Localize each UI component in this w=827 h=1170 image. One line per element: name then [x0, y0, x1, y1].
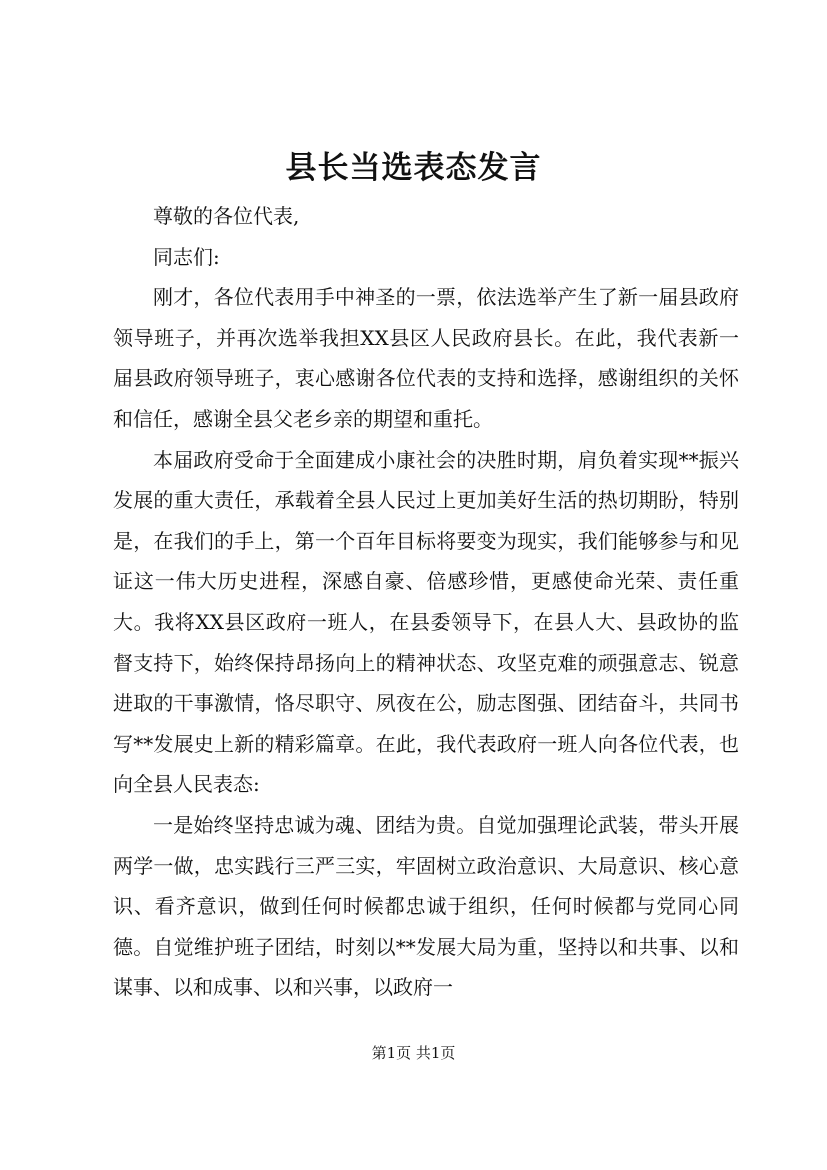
paragraph-loyalty: 一是始终坚持忠诚为魂、团结为贵。自觉加强理论武装，带头开展两学一做，忠实践行三严三实，牢固树立政治意识、大局意识、核心意识、看齐意识，做到任何时候都忠诚于组织，任何时候都与党同心同德。自觉维护班子团结，时刻以**发展大局为重，坚持以和共事、以和谋事、以和成事、以和兴事，以政府一 — [113, 812, 739, 1000]
document-body — [113, 196, 739, 1008]
paragraph-mission: 本届政府受命于全面建成小康社会的决胜时期，肩负着实现**振兴发展的重大责任，承载着全县人民过上更加美好生活的热切期盼，特别是，在我们的手上，第一个百年目标将要变为现实，我们能够参与和见证这一伟大历史进程，深感自豪、倍感珍惜，更感使命光荣、责任重大。我将XX县区政府一班人，在县委领导下，在县人大、县政协的监督支持下，始终保持昂扬向上的精神状态、攻坚克难的顽强意志、锐意进取的干事激情，恪尽职守、夙夜在公，励志图强、团结奋斗，共同书写**发展史上新的精彩篇章。在此，我代表政府一班人向各位代表，也向全县人民表态: — [113, 447, 739, 797]
salutation-representatives: 尊敬的各位代表, — [153, 204, 300, 228]
salutation-comrades: 同志们: — [153, 244, 220, 269]
page-footer: 第1页 共1页 — [371, 1044, 456, 1062]
paragraph-thanks: 刚才，各位代表用手中神圣的一票，依法选举产生了新一届县政府领导班子，并再次选举我担XX县区人民政府县长。在此，我代表新一届县政府领导班子，衷心感谢各位代表的支持和选择，感谢组织的关怀和信任，感谢全县父老乡亲的期望和重托。 — [113, 285, 739, 431]
document-title: 县长当选表态发言 — [285, 150, 542, 186]
